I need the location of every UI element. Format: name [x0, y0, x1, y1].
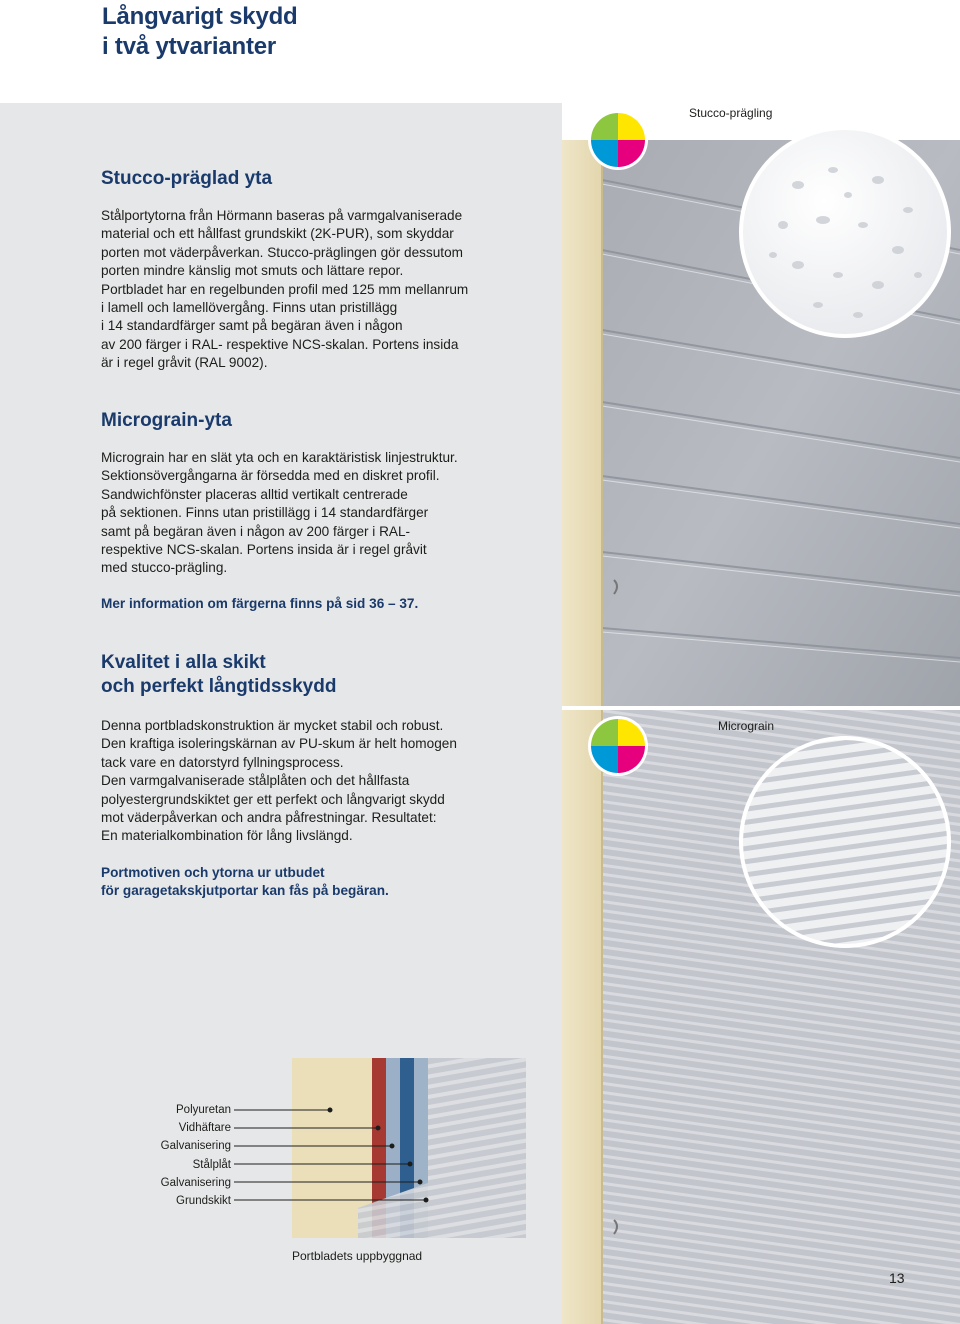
stucco-texture-closeup — [738, 125, 952, 339]
layer-label-grundskikt: Grundskikt — [176, 1195, 231, 1208]
layer-label-galvanisering-1: Galvanisering — [160, 1140, 231, 1153]
section-heading-quality: Kvalitet i alla skikt och perfekt långtidsskydd — [101, 652, 337, 697]
layer-label-vidhaftare: Vidhäftare — [178, 1122, 231, 1135]
micrograin-caption: Micrograin — [718, 719, 775, 733]
micrograin-texture-closeup — [738, 735, 952, 949]
section-body-stucco: Stålportytorna från Hörmann baseras på varmgalvaniserade material och ett hållfast grundskikt (2K-PUR), som skyddar porten mot väderpåverkan. Stucco-präglingen gör dessutom porten mindre känslig mot smuts och lättare repor. Portbladet har en regelbunden profil med 125 mm mellanrum i lamell och lamellövergång. Finns utan pristillägg i 14 standardfärger samt på begäran även i någon av 200 färger i RAL- respektive NCS-skalan. Portens insida är i regel gråvit (RAL 9002). — [101, 208, 469, 371]
color-info-note: Mer information om färgerna finns på sid 36 – 37. — [101, 595, 419, 611]
layer-label-stalplat: Stålplåt — [192, 1158, 231, 1171]
section-heading-stucco: Stucco-präglad yta — [101, 168, 273, 189]
page-title: Långvarigt skydd i två ytvarianter — [102, 3, 298, 60]
layer-labels — [130, 1101, 231, 1210]
section-heading-micrograin: Micrograin-yta — [101, 410, 232, 431]
layer-label-polyuretan: Polyuretan — [176, 1104, 231, 1116]
section-stucco — [101, 167, 561, 373]
section-micrograin — [101, 409, 561, 613]
layer-leader-lines — [230, 1100, 430, 1210]
page-number: 13 — [889, 1270, 905, 1286]
construction-caption: Portbladets uppbyggnad — [292, 1249, 423, 1263]
request-note: Portmotiven och ytorna ur utbudet för garagetakskjutportar kan fås på begäran. — [101, 864, 389, 899]
color-badge-stucco — [586, 108, 650, 177]
section-body-quality: Denna portbladskonstruktion är mycket stabil och robust. Den kraftiga isoleringskärnan av PU-skum är helt homogen tack vare en datorstyrd fyllningsprocess. Den varmgalvaniserade stålplåten och det hållfasta polyestergrundskiktet ger ett perfekt och långvarigt skydd mot väderpåverkan och andra påfrestningar. Resultatet: En materialkombination för lång livslängd. — [101, 718, 457, 844]
section-quality — [101, 651, 561, 901]
stucco-caption: Stucco-prägling — [689, 106, 773, 120]
color-badge-micrograin — [586, 714, 650, 783]
layer-label-galvanisering-2: Galvanisering — [160, 1176, 231, 1189]
section-body-micrograin: Micrograin har en slät yta och en karaktäristisk linjestruktur. Sektionsövergångarna är försedda med en diskret profil. Sandwichfönster placeras alltid vertikalt centrerade på sektionen. Finns utan pristillägg i 14 standardfärger samt på begäran även i någon av 200 färger i RAL- respektive NCS-skalan. Portens insida är i regel gråvit med stucco-prägling. — [101, 450, 458, 576]
